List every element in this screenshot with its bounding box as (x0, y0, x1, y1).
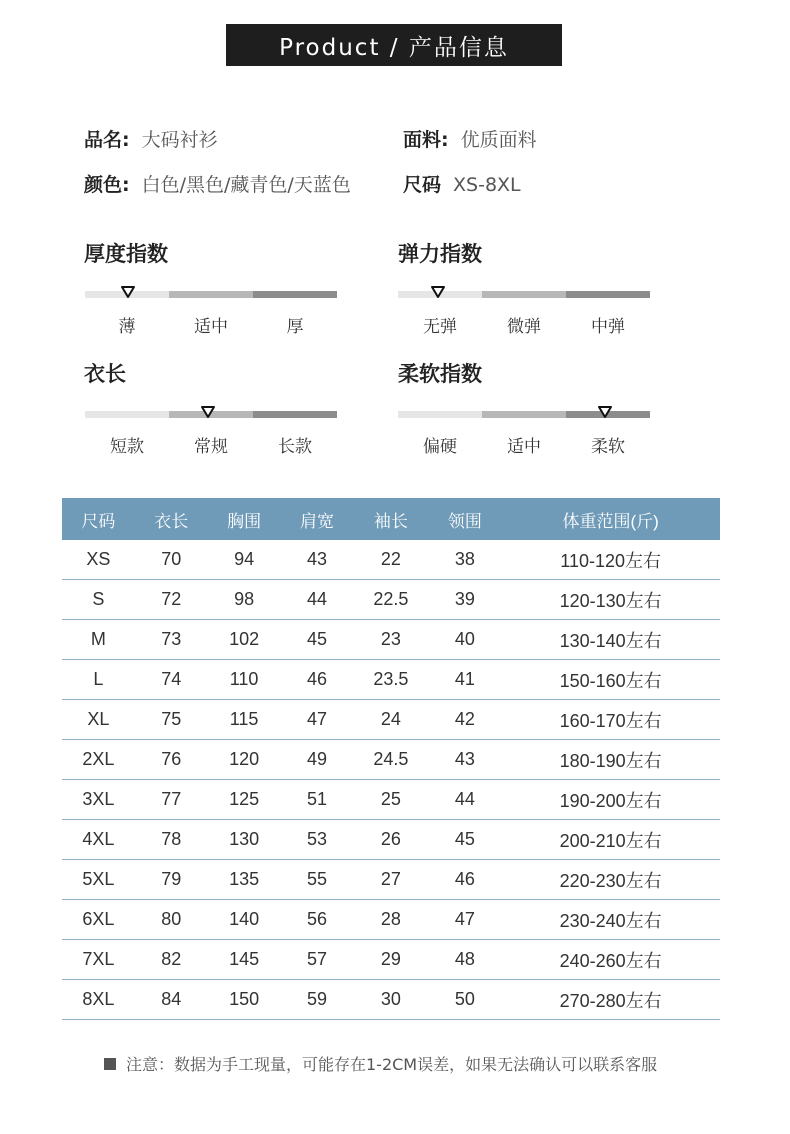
fabric-label: 面料: (403, 129, 449, 151)
table-cell: 22 (353, 540, 428, 580)
size-table-header-cell: 胸围 (208, 498, 281, 540)
table-cell: 28 (353, 900, 428, 940)
table-cell: 38 (428, 540, 501, 580)
table-cell: 27 (353, 860, 428, 900)
level-marker-icon (200, 405, 216, 419)
table-row (62, 660, 720, 700)
length-scale (85, 411, 337, 418)
table-cell: 220-230左右 (501, 860, 720, 900)
fabric-row (403, 125, 537, 152)
table-cell: 47 (281, 700, 354, 740)
table-cell: 130-140左右 (501, 620, 720, 660)
size-table-header-cell: 体重范围(斤) (501, 498, 720, 540)
color-label: 颜色: (84, 174, 130, 196)
banner-title: Product / 产品信息 (279, 34, 509, 61)
table-cell: 80 (135, 900, 208, 940)
table-row (62, 780, 720, 820)
color-row (84, 170, 351, 197)
table-cell: 26 (353, 820, 428, 860)
table-row (62, 940, 720, 980)
size-row (403, 170, 521, 197)
table-cell: 8XL (62, 980, 135, 1020)
table-cell: 25 (353, 780, 428, 820)
scale-label: 短款 (110, 437, 144, 457)
table-cell: 6XL (62, 900, 135, 940)
table-cell: 55 (281, 860, 354, 900)
table-cell: 75 (135, 700, 208, 740)
table-cell: 46 (281, 660, 354, 700)
scale-label: 常规 (194, 437, 228, 457)
table-cell: 48 (428, 940, 501, 980)
size-value: XS-8XL (453, 174, 521, 196)
table-row (62, 860, 720, 900)
table-cell: 45 (428, 820, 501, 860)
softness-scale (398, 411, 650, 418)
softness-scale-labels (398, 432, 650, 457)
table-cell: 98 (208, 580, 281, 620)
elasticity-index-title: 弹力指数 (398, 242, 482, 266)
table-cell: 29 (353, 940, 428, 980)
table-cell: 40 (428, 620, 501, 660)
table-cell: 42 (428, 700, 501, 740)
length-index-title: 衣长 (84, 362, 126, 386)
size-table-body (62, 540, 720, 1020)
fabric-value: 优质面料 (460, 129, 537, 151)
table-cell: 49 (281, 740, 354, 780)
scale-label: 薄 (118, 317, 136, 337)
table-cell: 84 (135, 980, 208, 1020)
table-cell: 39 (428, 580, 501, 620)
table-cell: 57 (281, 940, 354, 980)
table-cell: 56 (281, 900, 354, 940)
scale-label: 偏硬 (423, 437, 457, 457)
table-cell: 240-260左右 (501, 940, 720, 980)
table-cell: 70 (135, 540, 208, 580)
table-cell: M (62, 620, 135, 660)
table-cell: S (62, 580, 135, 620)
scale-label: 微弹 (507, 317, 541, 337)
size-table-header-cell: 肩宽 (281, 498, 354, 540)
table-cell: 53 (281, 820, 354, 860)
table-cell: 77 (135, 780, 208, 820)
scale-label: 适中 (194, 317, 228, 337)
table-cell: 110-120左右 (501, 540, 720, 580)
table-row (62, 820, 720, 860)
table-cell: 72 (135, 580, 208, 620)
table-cell: 7XL (62, 940, 135, 980)
size-table-header-row (62, 498, 720, 540)
table-cell: 5XL (62, 860, 135, 900)
table-cell: 180-190左右 (501, 740, 720, 780)
note-text: 注意：数据为手工现量，可能存在1-2CM误差，如果无法确认可以联系客服 (126, 1055, 658, 1074)
table-cell: 120 (208, 740, 281, 780)
table-cell: 73 (135, 620, 208, 660)
table-cell: 43 (281, 540, 354, 580)
scale-label: 长款 (278, 437, 312, 457)
table-cell: 3XL (62, 780, 135, 820)
level-marker-icon (597, 405, 613, 419)
level-marker-icon (120, 285, 136, 299)
table-cell: 160-170左右 (501, 700, 720, 740)
scale-label: 中弹 (591, 317, 625, 337)
table-cell: 24.5 (353, 740, 428, 780)
scale-label: 厚 (286, 317, 304, 337)
thickness-scale (85, 291, 337, 298)
product-name-value: 大码衬衫 (141, 129, 218, 151)
measurement-note (104, 1052, 657, 1075)
table-row (62, 980, 720, 1020)
table-cell: 230-240左右 (501, 900, 720, 940)
scale-label: 无弹 (423, 317, 457, 337)
table-cell: 43 (428, 740, 501, 780)
table-cell: 270-280左右 (501, 980, 720, 1020)
table-cell: 190-200左右 (501, 780, 720, 820)
table-cell: 150-160左右 (501, 660, 720, 700)
table-cell: 2XL (62, 740, 135, 780)
table-cell: 45 (281, 620, 354, 660)
table-row (62, 900, 720, 940)
table-cell: 47 (428, 900, 501, 940)
table-row (62, 740, 720, 780)
table-cell: 23.5 (353, 660, 428, 700)
table-cell: 82 (135, 940, 208, 980)
size-table-header-cell: 尺码 (62, 498, 135, 540)
product-name-row (84, 125, 218, 152)
size-table-header-cell: 袖长 (353, 498, 428, 540)
table-cell: 23 (353, 620, 428, 660)
product-name-label: 品名: (84, 129, 130, 151)
elasticity-scale-labels (398, 312, 650, 337)
table-cell: 51 (281, 780, 354, 820)
table-cell: 135 (208, 860, 281, 900)
table-cell: 79 (135, 860, 208, 900)
table-cell: 140 (208, 900, 281, 940)
table-cell: L (62, 660, 135, 700)
length-scale-labels (85, 432, 337, 457)
table-cell: 24 (353, 700, 428, 740)
table-cell: 22.5 (353, 580, 428, 620)
table-cell: 145 (208, 940, 281, 980)
elasticity-scale (398, 291, 650, 298)
size-table-header-cell: 领围 (428, 498, 501, 540)
table-cell: 4XL (62, 820, 135, 860)
size-label: 尺码 (403, 174, 442, 196)
table-cell: 76 (135, 740, 208, 780)
scale-label: 适中 (507, 437, 541, 457)
square-bullet-icon (104, 1058, 116, 1070)
table-cell: 30 (353, 980, 428, 1020)
table-cell: 150 (208, 980, 281, 1020)
table-cell: 50 (428, 980, 501, 1020)
table-cell: 44 (428, 780, 501, 820)
table-cell: 115 (208, 700, 281, 740)
thickness-index-title: 厚度指数 (84, 242, 168, 266)
table-cell: 130 (208, 820, 281, 860)
color-value: 白色/黑色/藏青色/天蓝色 (141, 174, 351, 196)
table-cell: 74 (135, 660, 208, 700)
product-info-banner (226, 24, 562, 66)
softness-index-title: 柔软指数 (398, 362, 482, 386)
table-cell: 102 (208, 620, 281, 660)
table-cell: 125 (208, 780, 281, 820)
table-row (62, 700, 720, 740)
table-cell: 110 (208, 660, 281, 700)
table-cell: 46 (428, 860, 501, 900)
scale-label: 柔软 (591, 437, 625, 457)
table-row (62, 580, 720, 620)
table-cell: XL (62, 700, 135, 740)
table-cell: 78 (135, 820, 208, 860)
table-cell: 41 (428, 660, 501, 700)
table-cell: XS (62, 540, 135, 580)
level-marker-icon (430, 285, 446, 299)
size-chart-table (62, 498, 720, 1020)
size-table-header-cell: 衣长 (135, 498, 208, 540)
thickness-scale-labels (85, 312, 337, 337)
table-row (62, 540, 720, 580)
table-cell: 44 (281, 580, 354, 620)
table-cell: 120-130左右 (501, 580, 720, 620)
table-cell: 59 (281, 980, 354, 1020)
table-cell: 200-210左右 (501, 820, 720, 860)
table-row (62, 620, 720, 660)
table-cell: 94 (208, 540, 281, 580)
